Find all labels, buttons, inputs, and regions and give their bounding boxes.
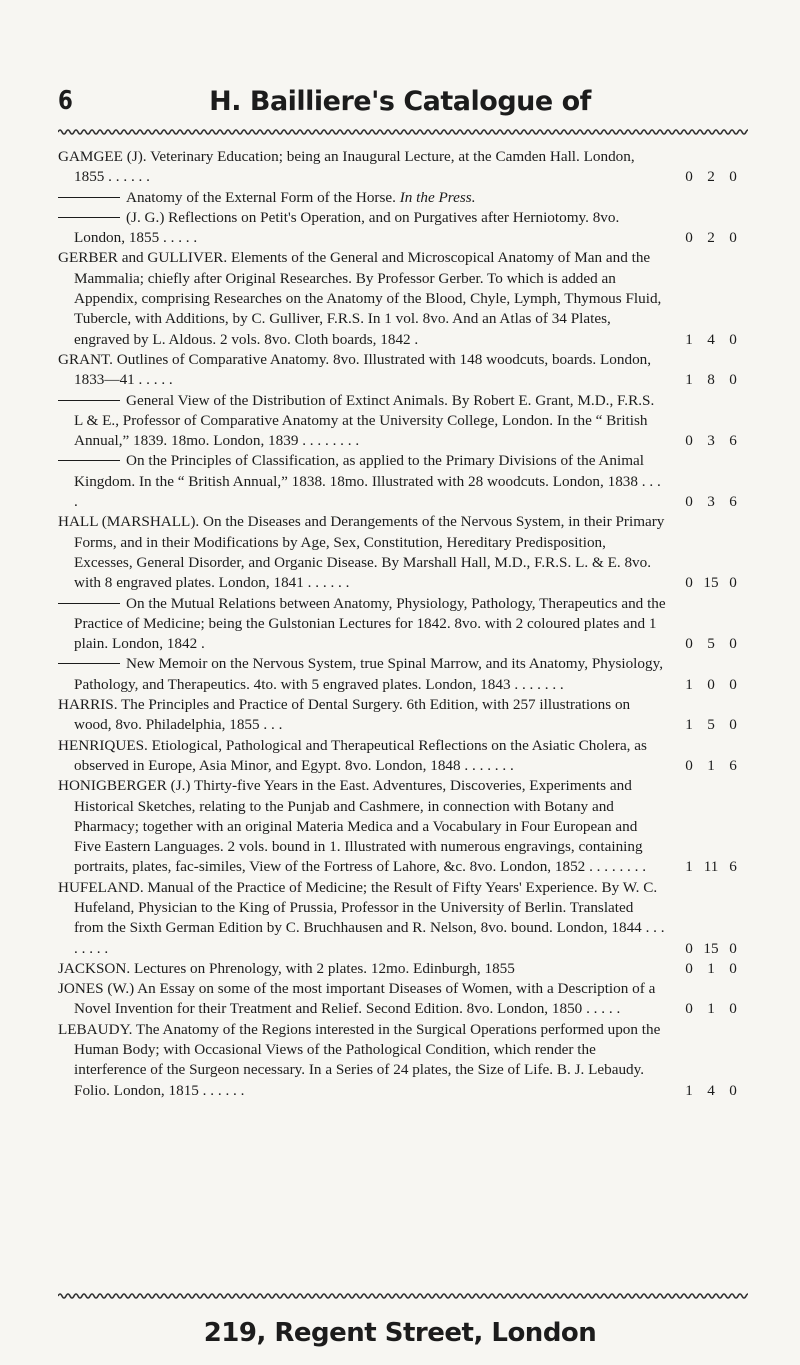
entry-text: GAMGEE (J). Veterinary Education; being an Inaugural Lecture, at the Camden Hall. London, 1855 . . . . . . [58,148,635,186]
page-header [0,86,800,122]
price-pence: 0 [729,675,737,693]
catalogue-entry [58,350,744,391]
bottom-ornamental-rule [58,1292,748,1300]
catalogue-entry [58,695,744,736]
price-pounds: 0 [685,229,693,247]
catalogue-entry [58,736,744,777]
entry-text: On the Mutual Relations between Anatomy, Physiology, Pathology, Therapeutics and the Practice of Medicine; being the Gulstonian Lectures for 1842. 8vo. with 2 coloured plates and 1 plain. London, 1842 . [74,594,666,653]
ditto-dash [58,197,120,198]
price-pence: 0 [729,574,737,592]
entry-text: Anatomy of the External Form of the Horse. [126,188,396,206]
catalogue-sub-entry [58,594,744,655]
price-shillings: 15 [703,939,719,957]
price-pence: 0 [729,716,737,734]
entry-text: LEBAUDY. The Anatomy of the Regions interested in the Surgical Operations performed upon the Human Body; with Occasional Views of the Pathological Condition, which render the interference of the Surgeon necessary. In a Series of 24 plates, the Size of Life. B. J. Lebaudy. Folio. London, 1815 . . . . . . [58,1020,661,1099]
entry-text: HUFELAND. Manual of the Practice of Medicine; the Result of Fifty Years' Experience. By W. C. Hufeland, Physician to the King of Prussia, Professor in the University of Berlin. Translated from the Sixth German Edition by C. Bruchhausen and R. Nelson, 8vo. bound. London, 1844 . . . . . . . . [58,878,665,957]
price-pence: 6 [729,756,737,774]
entry-price [666,1081,744,1101]
entry-text: GRANT. Outlines of Comparative Anatomy. 8vo. Illustrated with 148 woodcuts, boards. London, 1833—41 . . . . . [58,350,652,389]
price-pence: 0 [729,371,737,389]
catalogue-sub-entry [58,208,744,249]
price-pence: 6 [729,432,737,450]
catalogue-sub-entry [58,188,744,208]
price-pounds: 1 [685,716,693,734]
catalogue-sub-entry [58,391,744,452]
price-pounds: 1 [685,371,693,389]
ditto-dash [58,460,120,461]
price-shillings: 8 [707,371,715,389]
ditto-dash [58,663,120,664]
entry-text: JONES (W.) An Essay on some of the most important Diseases of Women, with a Description of a Novel Invention for their Treatment and Relief. Second Edition. 8vo. London, 1850 . . . . . [58,980,656,1018]
catalogue-sub-entry [58,451,744,512]
ditto-dash [58,603,120,604]
price-shillings: 0 [707,675,715,693]
catalogue-entry [58,959,744,979]
price-shillings: 4 [707,330,715,348]
price-pence: 0 [729,330,737,348]
catalogue-entry [58,776,744,877]
entry-price [666,999,744,1019]
entry-price [666,431,744,451]
price-pounds: 0 [685,168,693,186]
price-shillings: 2 [707,229,715,247]
entry-text: HONIGBERGER (J.) Thirty-five Years in the East. Adventures, Discoveries, Experiments and Historical Sketches, relating to the Punjab and Cashmere, in connection with Botany and Pharmacy; together with an original Materia Medica and a Vocabulary in Four European and Five Eastern Languages. 2 vols. bound in 1. Illustrated with numerous engravings, containing portraits, plates, fac-similes, View of the Fortress of Lahore, &c. 8vo. London, 1852 . . . . . . . . [58,777,647,876]
catalogue-entry [58,878,744,959]
price-shillings: 3 [707,493,715,511]
price-pounds: 0 [685,432,693,450]
price-pounds: 1 [685,1081,693,1099]
price-shillings: 4 [707,1081,715,1099]
entry-price [666,756,744,776]
entry-price [666,857,744,877]
ditto-dash [58,217,120,218]
price-pence: 0 [729,1000,737,1018]
entry-price [666,939,744,959]
catalogue-sub-entry [58,654,744,695]
entry-text: GERBER and GULLIVER. Elements of the General and Microscopical Anatomy of Man and the Mammalia; chiefly after Original Researches. By Professor Gerber. To which is added an Appendix, comprising Researches on the Anatomy of the Blood, Chyle, Lymph, Thymous Fluid, Tubercle, with Additions, by C. Gulliver, F.R.S. In 1 vol. 8vo. And an Atlas of 34 Plates, engraved by L. Aldous. 2 vols. 8vo. Cloth boards, 1842 . [58,249,662,348]
entry-price [666,675,744,695]
price-pounds: 0 [685,959,693,977]
catalogue-entry [58,1020,744,1101]
price-pounds: 1 [685,675,693,693]
price-shillings: 5 [707,716,715,734]
price-shillings: 1 [707,1000,715,1018]
entry-price [666,492,744,512]
price-pounds: 1 [685,858,693,876]
running-title: H. Bailliere's Catalogue of [209,86,591,117]
price-pounds: 0 [685,635,693,653]
entry-price [666,370,744,390]
price-shillings: 5 [707,635,715,653]
top-ornamental-rule [58,128,748,136]
entry-price [666,228,744,248]
catalogue-entries [58,147,744,1101]
price-shillings: 3 [707,432,715,450]
price-shillings: 11 [703,858,719,876]
price-pounds: 0 [685,1000,693,1018]
entry-text: HENRIQUES. Etiological, Pathological and Therapeutical Reflections on the Asiatic Cholera, as observed in Europe, Asia Minor, and Egypt. 8vo. London, 1848 . . . . . . . [58,736,647,774]
entry-text: HARRIS. The Principles and Practice of Dental Surgery. 6th Edition, with 257 illustrations on wood, 8vo. Philadelphia, 1855 . . . [58,696,631,734]
entry-price [666,715,744,735]
entry-note: In the Press. [399,188,476,206]
price-pence: 0 [729,959,737,977]
entry-text: JACKSON. Lectures on Phrenology, with 2 plates. 12mo. Edinburgh, 1855 [58,959,515,977]
entry-text: On the Principles of Classification, as applied to the Primary Divisions of the Animal Kingdom. In the “ British Annual,” 1838. 18mo. Illustrated with 28 woodcuts. London, 1838 . . . . [74,452,661,511]
price-shillings: 1 [707,959,715,977]
price-pence: 6 [729,493,737,511]
price-pence: 0 [729,229,737,247]
price-pence: 0 [729,635,737,653]
price-pence: 0 [729,1081,737,1099]
page-number: 6 [58,86,73,116]
entry-text: New Memoir on the Nervous System, true Spinal Marrow, and its Anatomy, Physiology, Pathology, and Therapeutics. 4to. with 5 engraved plates. London, 1843 . . . . . . . [74,655,663,693]
catalogue-entry [58,248,744,349]
price-pounds: 1 [685,330,693,348]
price-pence: 6 [729,858,737,876]
price-pence: 0 [729,939,737,957]
entry-price [666,330,744,350]
entry-text: General View of the Distribution of Extinct Animals. By Robert E. Grant, M.D., F.R.S. L & E., Professor of Comparative Anatomy at the University College, London. In the “ British Annual,” 1839. 18mo. London, 1839 . . . . . . . . [74,391,655,450]
price-pounds: 0 [685,574,693,592]
entry-price [666,167,744,187]
catalogue-entry [58,512,744,593]
page-footer: 219, Regent Street, London [203,1318,597,1348]
entry-text: (J. G.) Reflections on Petit's Operation, and on Purgatives after Herniotomy. 8vo. London, 1855 . . . . . [74,208,620,247]
ditto-dash [58,400,120,401]
catalogue-entry [58,147,744,188]
price-pounds: 0 [685,493,693,511]
price-shillings: 2 [707,168,715,186]
price-shillings: 15 [703,574,719,592]
entry-price [666,573,744,593]
price-pounds: 0 [685,756,693,774]
catalogue-entry [58,979,744,1020]
entry-price [666,959,744,979]
entry-text: HALL (MARSHALL). On the Diseases and Derangements of the Nervous System, in their Primary Forms, and in their Modifications by Age, Sex, Constitution, Hereditary Predisposition, Excesses, General Disorder, and Organic Disease. By Marshall Hall, M.D., F.R.S. L. & E. 8vo. with 8 engraved plates. London, 1841 . . . . . . [58,513,665,592]
entry-price [666,634,744,654]
price-pounds: 0 [685,939,693,957]
price-shillings: 1 [707,756,715,774]
price-pence: 0 [729,168,737,186]
